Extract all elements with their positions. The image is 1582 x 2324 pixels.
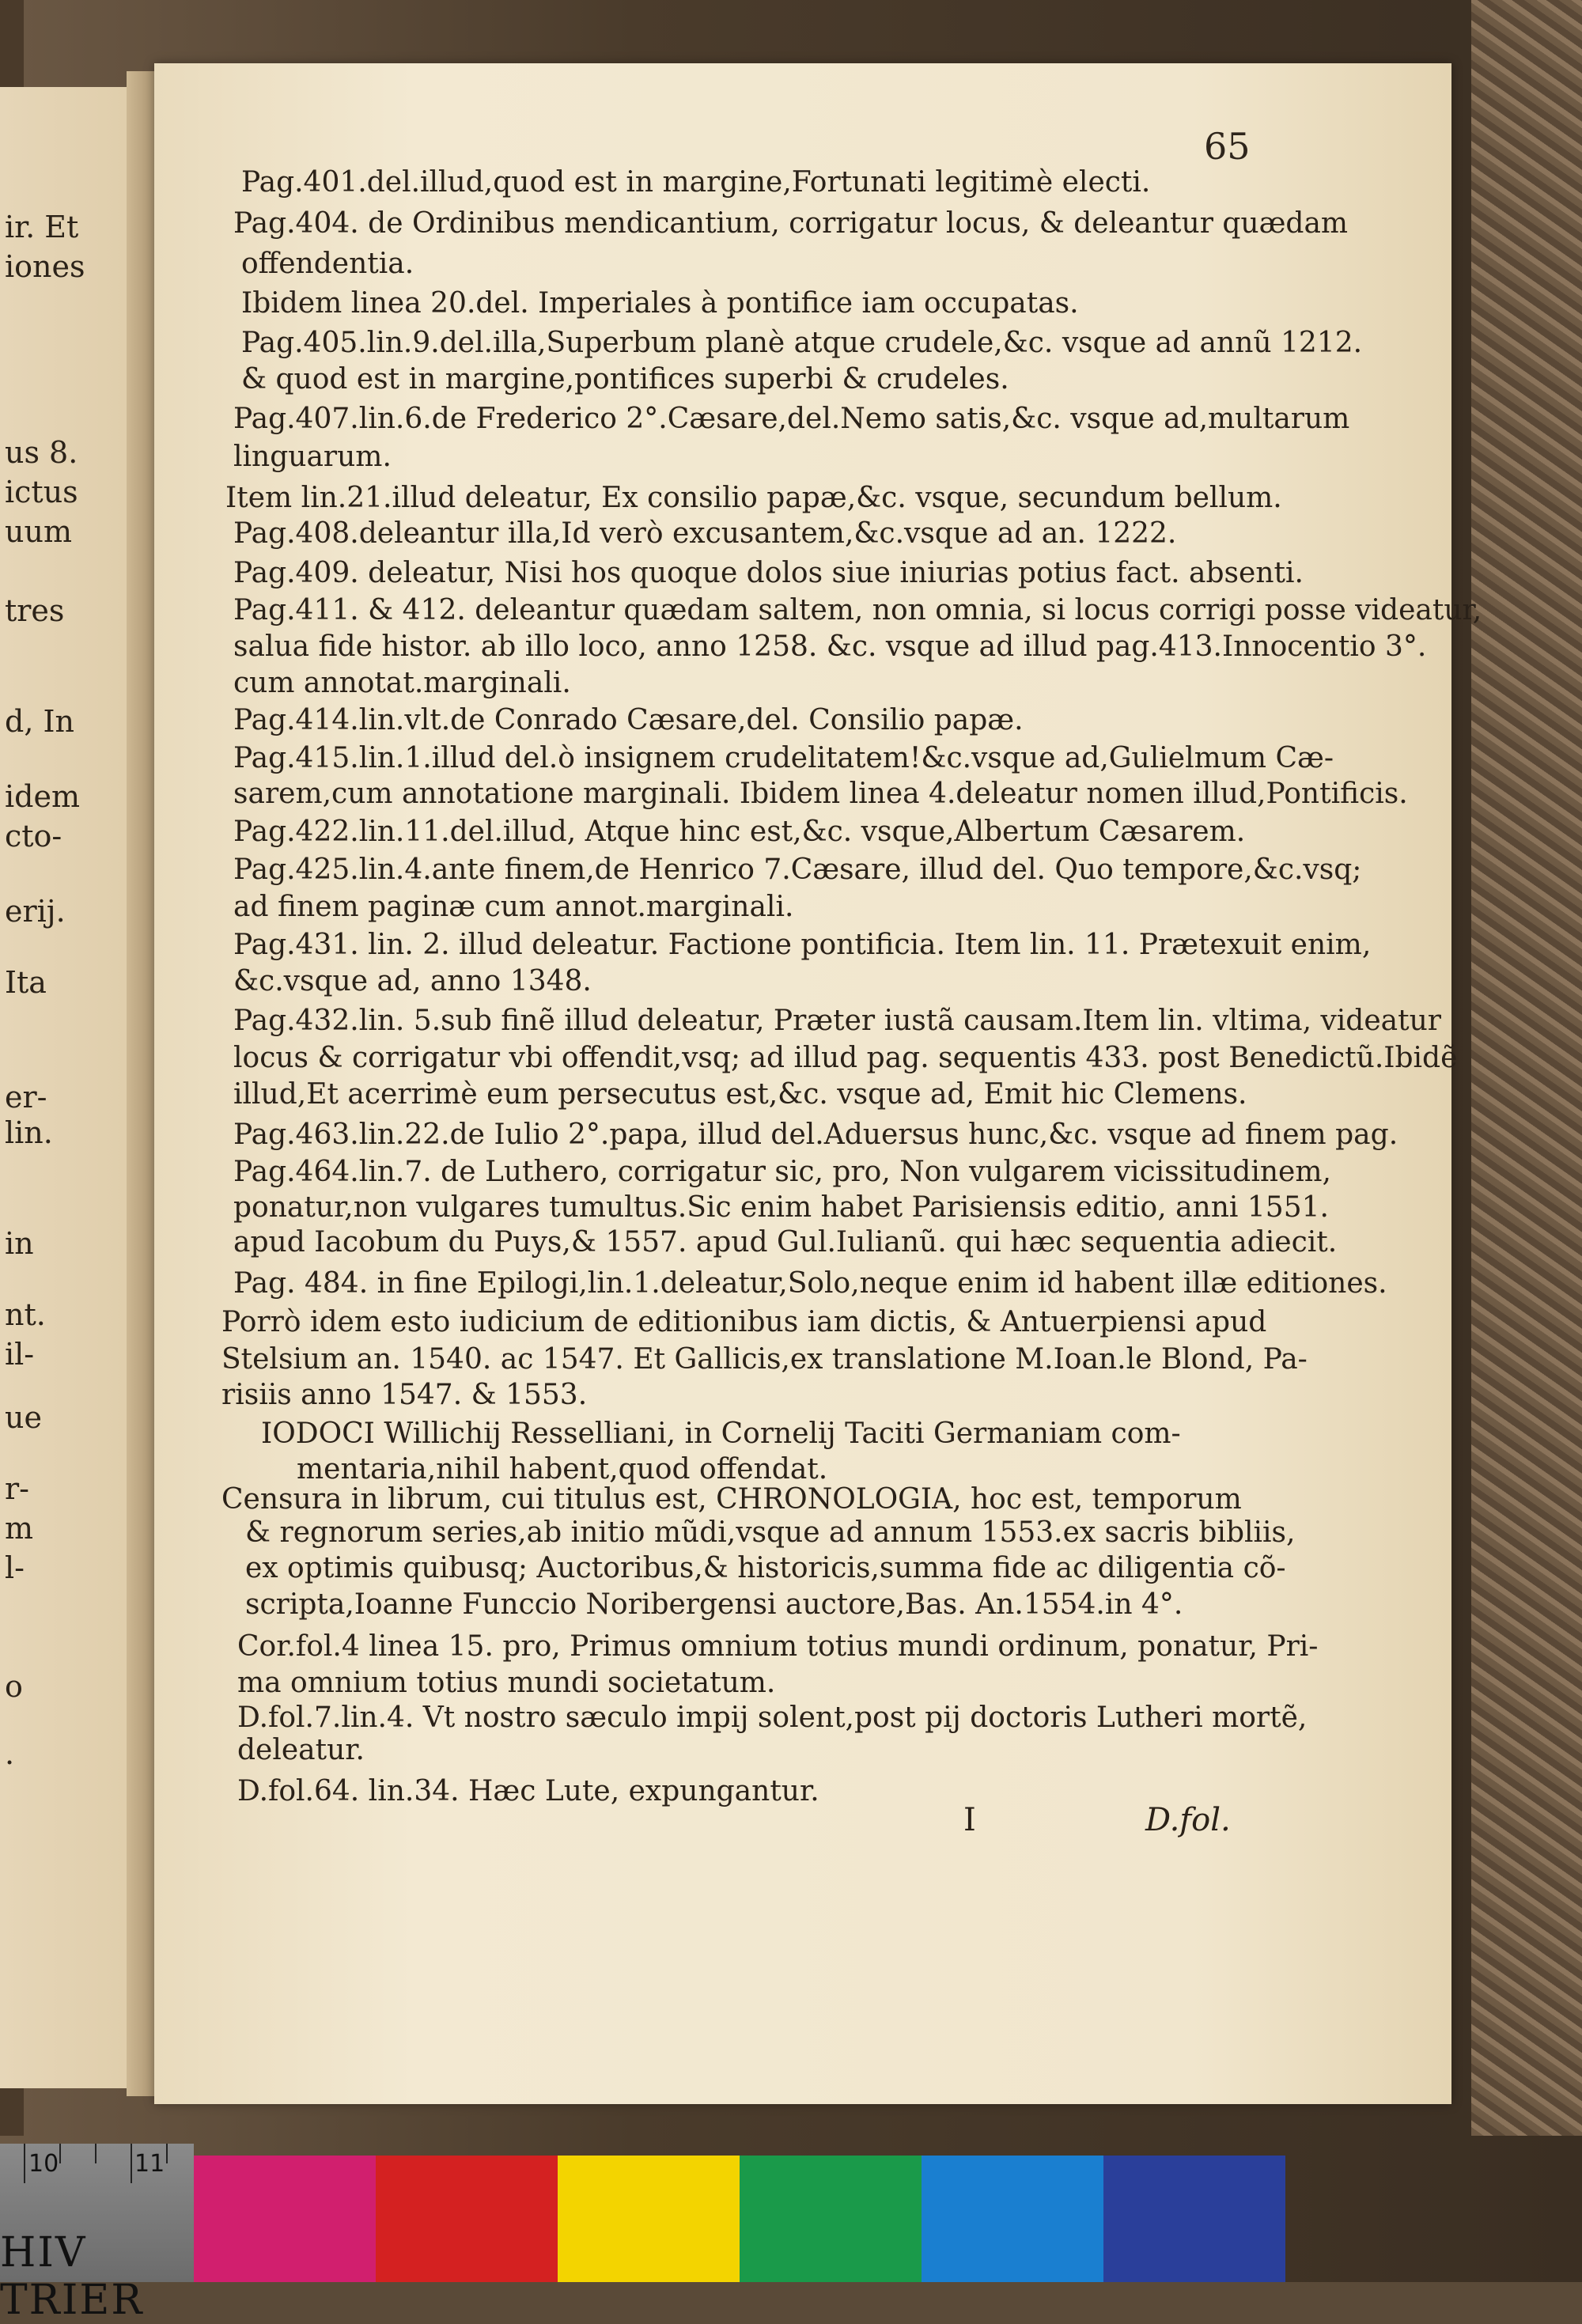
left-page [0, 87, 146, 2088]
text-line: Pag.431. lin. 2. illud deleatur. Factione pontificia. Item lin. 11. Prætexuit enim, [233, 929, 1372, 961]
text-line: cum annotat.marginali. [233, 667, 571, 699]
text-line: & quod est in margine,pontifices superbi & crudeles. [241, 363, 1009, 396]
text-line: Pag.432.lin. 5.sub finẽ illud deleatur, Præter iustã causam.Item lin. vltima, videatur [233, 1005, 1441, 1037]
text-line: Pag.422.lin.11.del.illud, Atque hinc est,&c. vsque,Albertum Cæsarem. [233, 816, 1246, 848]
text-line: D.fol.64. lin.34. Hæc Lute, expungantur. [237, 1775, 819, 1807]
text-line: Pag.408.deleantur illa,Id verò excusantem,&c.vsque ad an. 1222. [233, 517, 1177, 550]
text-line: ma omnium totius mundi societatum. [237, 1667, 776, 1699]
text-line: Censura in librum, cui titulus est, CHRONOLOGIA, hoc est, temporum [221, 1483, 1242, 1516]
text-line: mentaria,nihil habent,quod offendat. [297, 1453, 828, 1486]
text-line: Pag.411. & 412. deleantur quædam saltem, non omnia, si locus corrigi posse videatur, [233, 594, 1482, 626]
text-line: linguarum. [233, 441, 392, 473]
text-line: IODOCI Willichij Resselliani, in Cornelij Taciti Germaniam com- [261, 1417, 1181, 1450]
text-line: locus & corrigatur vbi offendit,vsq; ad illud pag. sequentis 433. post Benedictũ.Ibidẽ [233, 1042, 1458, 1074]
left-page-fragment: ue [5, 1400, 42, 1435]
text-line: deleatur. [237, 1734, 365, 1766]
left-page-fragment: o [5, 1669, 23, 1704]
text-line: Item lin.21.illud deleatur, Ex consilio papæ,&c. vsque, secundum bellum. [225, 482, 1282, 514]
ruler-tick [131, 2144, 132, 2183]
text-line: ponatur,non vulgares tumultus.Sic enim habet Parisiensis editio, anni 1551. [233, 1191, 1329, 1224]
left-page-fragment: cto- [5, 819, 62, 854]
text-line: Pag.404. de Ordinibus mendicantium, corrigatur locus, & deleantur quædam [233, 207, 1349, 240]
left-page-fragment: d, In [5, 704, 74, 739]
text-line: Pag.407.lin.6.de Frederico 2°.Cæsare,del.Nemo satis,&c. vsque ad,multarum [233, 403, 1350, 435]
ruler-tick [24, 2144, 25, 2183]
page-number: 65 [1204, 125, 1251, 168]
left-page-fragment: lin. [5, 1115, 53, 1150]
left-page-fragment: ictus [5, 475, 78, 509]
text-line: & regnorum series,ab initio mũdi,vsque ad annum 1553.ex sacris bibliis, [245, 1516, 1296, 1549]
left-page-fragment: l- [5, 1550, 25, 1585]
left-page-fragment: erij. [5, 894, 66, 929]
left-page-fragment: idem [5, 779, 80, 814]
text-line: Pag.425.lin.4.ante finem,de Henrico 7.Cæsare, illud del. Quo tempore,&c.vsq; [233, 854, 1362, 886]
text-line: Stelsium an. 1540. ac 1547. Et Gallicis,ex translatione M.Ioan.le Blond, Pa- [221, 1343, 1308, 1376]
archive-label: HIV TRIER [0, 2229, 144, 2324]
color-swatch [1103, 2156, 1285, 2282]
text-line: Pag.464.lin.7. de Luthero, corrigatur sic, pro, Non vulgarem vicissitudinem, [233, 1156, 1331, 1188]
left-page-fragment: tres [5, 593, 65, 628]
text-line: illud,Et acerrimè eum persecutus est,&c. vsque ad, Emit hic Clemens. [233, 1078, 1247, 1111]
color-swatch [376, 2156, 558, 2282]
ruler-tick [95, 2144, 97, 2163]
color-swatch [922, 2156, 1103, 2282]
left-page-fragment: in [5, 1226, 34, 1261]
left-page-fragment: nt. [5, 1297, 46, 1332]
left-page-fragment: r- [5, 1471, 30, 1506]
catchword: D.fol. [1145, 1802, 1231, 1838]
signature-mark: I [963, 1802, 976, 1838]
ruler-tick [166, 2144, 168, 2163]
text-line: Pag.409. deleatur, Nisi hos quoque dolos siue iniurias potius fact. absenti. [233, 557, 1304, 589]
left-page-fragment: il- [5, 1337, 35, 1372]
left-page-fragment: us 8. [5, 435, 78, 470]
color-swatch [194, 2156, 376, 2282]
left-page-fragment: ir. Et [5, 210, 79, 244]
ruler-number: 10 [28, 2150, 59, 2178]
text-line: Cor.fol.4 linea 15. pro, Primus omnium totius mundi ordinum, ponatur, Pri- [237, 1630, 1319, 1663]
left-page-fragment: Ita [5, 965, 47, 1000]
ruler-number: 11 [134, 2150, 165, 2178]
text-line: ex optimis quibusq; Auctoribus,& historicis,summa fide ac diligentia cõ- [245, 1552, 1286, 1584]
text-line: Porrò idem esto iudicium de editionibus iam dictis, & Antuerpiensi apud [221, 1306, 1267, 1338]
text-line: Pag.414.lin.vlt.de Conrado Cæsare,del. Consilio papæ. [233, 704, 1024, 736]
left-page-fragment: uum [5, 514, 72, 549]
text-line: scripta,Ioanne Funccio Noribergensi auctore,Bas. An.1554.in 4°. [245, 1588, 1183, 1621]
text-line: Pag.405.lin.9.del.illa,Superbum planè atque crudele,&c. vsque ad annũ 1212. [241, 327, 1363, 359]
text-line: sarem,cum annotatione marginali. Ibidem linea 4.deleatur nomen illud,Pontificis. [233, 778, 1408, 810]
text-line: apud Iacobum du Puys,& 1557. apud Gul.Iulianũ. qui hæc sequentia adiecit. [233, 1226, 1338, 1259]
left-page-fragment: iones [5, 249, 85, 284]
left-page-fragment: er- [5, 1080, 47, 1115]
measuring-ruler [0, 2144, 194, 2324]
text-line: D.fol.7.lin.4. Vt nostro sæculo impij solent,post pij doctoris Lutheri mortẽ, [237, 1701, 1308, 1734]
text-line: Ibidem linea 20.del. Imperiales à pontifice iam occupatas. [241, 287, 1079, 320]
text-line: risiis anno 1547. & 1553. [221, 1379, 588, 1411]
text-line: Pag.401.del.illud,quod est in margine,Fortunati legitimè electi. [241, 166, 1151, 199]
text-line: offendentia. [241, 248, 414, 280]
text-line: Pag.463.lin.22.de Iulio 2°.papa, illud del.Aduersus hunc,&c. vsque ad finem pag. [233, 1118, 1398, 1151]
text-line: Pag. 484. in fine Epilogi,lin.1.deleatur,Solo,neque enim id habent illæ editiones. [233, 1267, 1387, 1300]
right-cover-edge [1471, 0, 1582, 2136]
text-line: ad finem paginæ cum annot.marginali. [233, 891, 794, 923]
text-line: salua fide histor. ab illo loco, anno 1258. &c. vsque ad illud pag.413.Innocentio 3°. [233, 630, 1427, 663]
color-swatch [740, 2156, 922, 2282]
text-line: &c.vsque ad, anno 1348. [233, 965, 592, 997]
ruler-tick [59, 2144, 61, 2163]
left-page-fragment: m [5, 1511, 34, 1546]
text-line: Pag.415.lin.1.illud del.ò insignem crudelitatem!&c.vsque ad,Gulielmum Cæ- [233, 742, 1334, 774]
color-swatch [558, 2156, 740, 2282]
left-page-fragment: . [5, 1736, 15, 1771]
